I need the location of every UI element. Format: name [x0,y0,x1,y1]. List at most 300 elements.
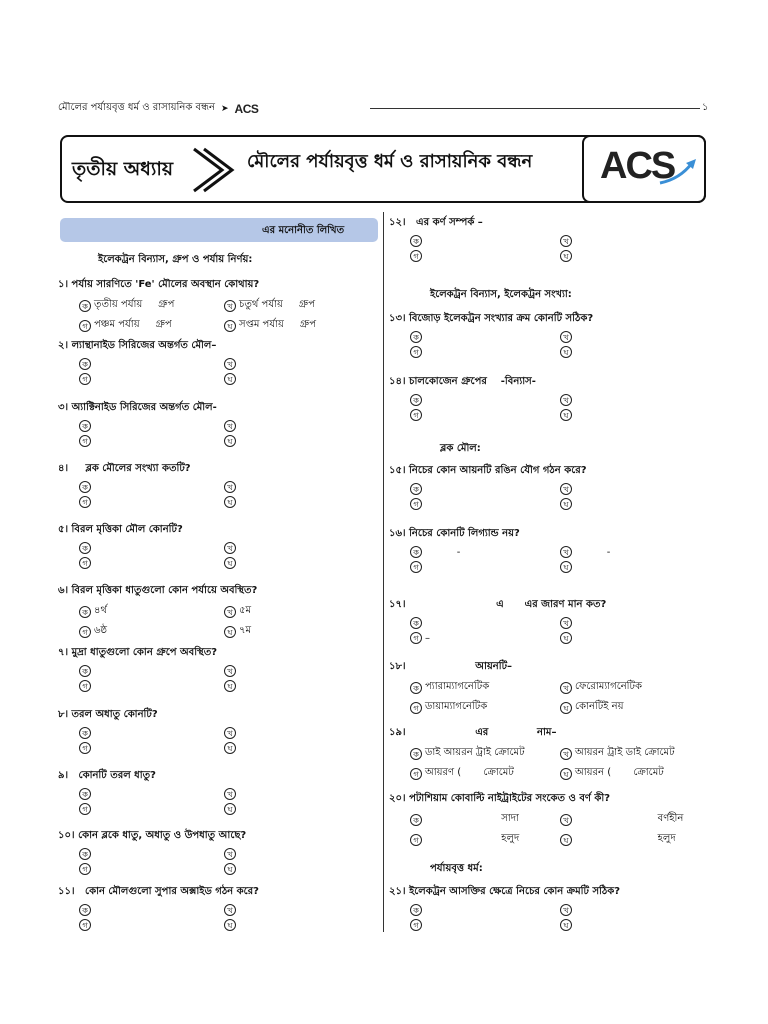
option-item [224,603,369,620]
question-item [389,725,710,782]
option-label-circle: গ [79,863,91,875]
options-grid [79,904,369,931]
option-label-circle: গ [410,250,422,262]
question-text [58,522,369,539]
options-grid [410,904,710,931]
question-number: ৭। [58,647,72,658]
option-label-circle: ক [410,904,422,916]
option-item [410,394,560,406]
option-text: - [575,546,611,558]
options-grid [410,679,710,716]
option-label-circle: ঘ [560,409,572,421]
option-item [410,409,560,421]
option-item [560,632,710,644]
question-item [389,215,710,262]
option-label-circle: খ [560,617,572,629]
option-label-circle: ঘ [560,702,572,714]
option-label-circle: ঘ [224,626,236,638]
option-item [560,394,710,406]
question-text [58,338,369,355]
option-label-circle: ঘ [560,250,572,262]
option-item [79,727,224,739]
option-label-circle: খ [224,300,236,312]
option-label-circle: গ [79,803,91,815]
option-label-circle: গ [410,768,422,780]
option-text: – [425,632,430,644]
question-number: ১। [58,279,72,290]
options-grid [79,358,369,385]
option-text: বর্ণহীন [575,813,684,824]
option-item [410,919,560,931]
option-item [410,498,560,510]
option-item [410,561,560,573]
option-label-circle: গ [410,409,422,421]
question-number: ৮। [58,709,72,720]
option-label-circle: ক [79,788,91,800]
question-item [58,522,369,569]
question-stem: পর্যায় সারণিতে 'Fe' মৌলের অবস্থান কোথায়? [71,279,260,290]
option-item [224,904,369,916]
header-rule [370,108,700,109]
question-item [58,768,369,815]
option-text: চতুর্থ পর্যায় গ্রুপ [239,299,316,310]
question-stem: কোনটি তরল ধাতু? [71,770,156,781]
option-item [410,546,560,558]
option-label-circle: ঘ [224,680,236,692]
option-item [224,435,369,447]
question-number: ১৮। [389,661,410,672]
option-label-circle: গ [79,742,91,754]
question-number: ১২। [389,217,410,228]
option-label-circle: খ [224,481,236,493]
option-item [410,745,560,762]
question-text [389,791,710,808]
option-item [79,680,224,692]
right-subheading-1: ইলেকট্রন বিন্যাস, ইলেকট্রন সংখ্যা: [430,289,572,300]
question-stem: পটাশিয়াম কোবাল্টি নাইট্রাইটের সংকেত ও বর্ণ কী? [409,793,611,804]
options-grid [79,727,369,754]
option-label-circle: খ [224,848,236,860]
option-item [224,665,369,677]
question-item [58,461,369,508]
option-label-circle: খ [560,235,572,247]
option-item [79,623,224,640]
option-label-circle: খ [560,483,572,495]
option-item [224,742,369,754]
option-label-circle: গ [410,834,422,846]
question-number: ৩। [58,402,72,413]
options-grid [410,394,710,421]
question-number: ১৭। [389,599,410,610]
option-label-circle: ক [79,420,91,432]
option-item [79,496,224,508]
question-text [58,828,369,845]
question-text [58,707,369,724]
question-item [389,526,710,573]
option-label-circle: ক [410,617,422,629]
option-text: কোনটিই নয় [575,701,624,712]
question-item [389,659,710,716]
option-item [224,373,369,385]
option-text: ডায়াম্যাগনেটিক [425,701,488,712]
option-label-circle: ঘ [224,863,236,875]
option-label-circle: ক [79,848,91,860]
question-item [58,277,369,334]
option-label-circle: ক [410,235,422,247]
option-item [560,904,710,916]
option-item [224,557,369,569]
option-label-circle: ঘ [560,498,572,510]
left-subheading: ইলেকট্রন বিন্যাস, গ্রুপ ও পর্যায় নির্ণয়: [98,254,253,265]
question-item [58,338,369,385]
option-item [79,542,224,554]
option-label-circle: ক [410,748,422,760]
option-label-circle: গ [79,435,91,447]
option-item [560,331,710,343]
chapter-label: তৃতীয় অধ্যায় [72,158,174,180]
option-label-circle: গ [410,632,422,644]
option-item [560,250,710,262]
question-item [58,828,369,875]
acs-logo-text: ACS [600,145,675,187]
option-text: আয়রন ট্রাই ডাই ক্রোমেট [575,747,675,758]
option-text: ৭ম [239,625,252,636]
option-item [560,546,710,558]
option-item [560,617,710,629]
option-label-circle: ক [79,300,91,312]
option-text: ৬ষ্ঠ [94,625,108,636]
option-item [560,498,710,510]
option-label-circle: খ [224,420,236,432]
question-text [389,311,710,328]
option-item [79,358,224,370]
option-label-circle: ঘ [560,834,572,846]
option-item [560,745,710,762]
option-item [410,483,560,495]
option-item [224,481,369,493]
option-label-circle: গ [410,498,422,510]
option-item [79,420,224,432]
option-label-circle: গ [79,680,91,692]
question-stem: অ্যাক্টিনাইড সিরিজের অন্তর্গত মৌল- [71,402,217,413]
option-item [224,297,369,314]
chapter-banner [60,135,706,203]
option-item [79,603,224,620]
options-grid [79,481,369,508]
option-label-circle: ক [410,546,422,558]
question-stem: আয়নটি– [409,661,513,672]
option-label-circle: গ [79,320,91,332]
chevron-right-icon [188,145,238,195]
question-stem: ল্যান্থানাইড সিরিজের অন্তর্গত মৌল– [71,340,217,351]
option-label-circle: ঘ [560,632,572,644]
running-header [58,100,258,117]
question-item [389,463,710,510]
option-text: হলুদ [575,833,676,844]
question-item [389,311,710,358]
option-item [410,765,560,782]
option-label-circle: গ [410,702,422,714]
option-item [79,557,224,569]
option-label-circle: ঘ [560,346,572,358]
option-item [79,481,224,493]
option-text: সাদা [425,813,519,824]
question-item [389,884,710,931]
section-bar-label: এর মনোনীত লিখিত [262,225,345,236]
option-label-circle: ক [79,358,91,370]
arrow-right-icon: ➤ [221,103,229,114]
option-item [224,623,369,640]
question-text [389,659,710,676]
option-item [224,788,369,800]
question-text [58,645,369,662]
option-label-circle: গ [79,557,91,569]
question-number: ২০। [389,793,410,804]
question-number: ১৩। [389,313,410,324]
option-label-circle: ঘ [560,919,572,931]
option-label-circle: খ [560,546,572,558]
question-number: ১৬। [389,528,410,539]
option-item [560,679,710,696]
option-text: - [425,546,461,558]
option-item [410,699,560,716]
option-label-circle: গ [410,346,422,358]
options-grid [79,788,369,815]
options-grid [79,603,369,640]
option-item [560,699,710,716]
question-stem: নিচের কোনটি লিগ্যান্ড নয়? [409,528,520,539]
option-label-circle: খ [560,331,572,343]
option-item [79,435,224,447]
question-item [58,400,369,447]
option-label-circle: খ [224,665,236,677]
running-title: মৌলের পর্যায়বৃত্ত ধর্ম ও রাসায়নিক বন্ধন [58,102,215,113]
option-item [560,409,710,421]
option-label-circle: খ [224,358,236,370]
question-text [58,400,369,417]
question-stem: তরল অধাতু কোনটি? [71,709,158,720]
question-stem: এর কর্ণ সম্পর্ক – [409,217,483,228]
option-label-circle: ঘ [224,742,236,754]
option-text: ৫ম [239,605,252,616]
option-item [410,235,560,247]
option-label-circle: ক [79,542,91,554]
option-item [79,742,224,754]
option-item [410,831,560,848]
option-item [560,831,710,848]
option-item [410,331,560,343]
option-item [410,346,560,358]
option-item [224,420,369,432]
option-label-circle: ঘ [224,919,236,931]
option-label-circle: ঘ [224,435,236,447]
option-label-circle: খ [560,682,572,694]
option-item [79,803,224,815]
question-stem: বিজোড় ইলেকট্রন সংখ্যার ক্রম কোনটি সঠিক? [409,313,594,324]
option-text: ৪র্থ [94,605,107,616]
option-label-circle: গ [79,919,91,931]
option-label-circle: খ [224,606,236,618]
option-item [79,317,224,334]
option-label-circle: ক [410,394,422,406]
option-item [224,919,369,931]
question-item [389,374,710,421]
option-label-circle: ঘ [224,496,236,508]
question-text [389,215,710,232]
option-item [79,297,224,314]
option-text: ডাই আয়রন ট্রাই ক্রোমেট [425,747,525,758]
option-item [224,317,369,334]
option-label-circle: গ [410,561,422,573]
question-text [389,463,710,480]
option-item [560,561,710,573]
question-number: ২। [58,340,72,351]
option-item [410,617,560,629]
options-grid [410,546,710,573]
question-number: ২১। [389,886,410,897]
option-item [410,632,560,644]
acs-small-logo: ACS [234,101,259,116]
question-stem: কোন মৌলগুলো সুপার অক্সাইড গঠন করে? [78,886,259,897]
option-item [79,665,224,677]
option-label-circle: ক [79,904,91,916]
option-label-circle: ঘ [224,373,236,385]
option-label-circle: খ [224,788,236,800]
question-text [58,768,369,785]
option-text: আয়রণ ( ক্রোমেট [425,767,514,778]
option-label-circle: ক [410,483,422,495]
option-item [79,904,224,916]
question-stem: কোন ব্লকে ধাতু, অধাতু ও উপধাতু আছে? [78,830,247,841]
question-stem: ইলেকট্রন আসক্তির ক্ষেত্রে নিচের কোন ক্রমটি সঠিক? [409,886,621,897]
question-stem: বিরল মৃত্তিকা ধাতুগুলো কোন পর্যায়ে অবস্থিত? [71,585,258,596]
option-item [224,863,369,875]
question-stem: ব্লক মৌলের সংখ্যা কতটি? [71,463,191,474]
option-item [560,235,710,247]
question-number: ৪। [58,463,72,474]
option-label-circle: ক [410,331,422,343]
option-item [560,811,710,828]
option-label-circle: ক [410,814,422,826]
option-label-circle: খ [224,727,236,739]
question-stem: নিচের কোন আয়নটি রঙিন যৌগ গঠন করে? [409,465,587,476]
option-item [79,848,224,860]
option-item [560,919,710,931]
options-grid [79,542,369,569]
option-text: হলুদ [425,833,520,844]
option-item [224,496,369,508]
options-grid [79,848,369,875]
option-item [224,542,369,554]
question-text [58,277,369,294]
question-text [389,526,710,543]
options-grid [410,331,710,358]
options-grid [79,420,369,447]
question-stem: এ এর জারণ মান কত? [409,599,607,610]
option-item [410,904,560,916]
options-grid [410,745,710,782]
swoosh-icon [658,157,698,187]
option-item [224,848,369,860]
page-number: ১ [702,102,709,113]
option-label-circle: খ [560,814,572,826]
section-bar [60,218,378,242]
question-stem: বিরল মৃত্তিকা মৌল কোনটি? [71,524,183,535]
option-text: সপ্তম পর্যায় গ্রুপ [239,319,317,330]
option-label-circle: ঘ [224,320,236,332]
question-stem: চালকোজেন গ্রুপের ‐বিন্যাস- [409,376,536,387]
option-label-circle: ক [79,606,91,618]
question-text [389,725,710,742]
question-number: ১৫। [389,465,410,476]
option-text: প্যারাম্যাগনেটিক [425,681,490,692]
question-number: ৬। [58,585,72,596]
option-label-circle: গ [410,919,422,931]
question-text [389,597,710,614]
question-item [58,583,369,640]
option-item [79,863,224,875]
option-text: পঞ্চম পর্যায় গ্রুপ [94,319,172,330]
question-number: ১০। [58,830,79,841]
option-label-circle: ক [79,727,91,739]
question-stem: মুদ্রা ধাতুগুলো কোন গ্রুপে অবস্থিত? [71,647,217,658]
acs-logo [582,135,706,203]
option-label-circle: খ [224,542,236,554]
option-label-circle: গ [79,373,91,385]
question-item [58,884,369,931]
option-item [79,788,224,800]
option-item [224,803,369,815]
options-grid [79,665,369,692]
question-text [58,461,369,478]
question-item [389,597,710,644]
question-text [389,884,710,901]
option-text: ফেরোম্যাগনেটিক [575,681,642,692]
question-stem: এর নাম– [409,727,557,738]
right-subheading-3: পর্যায়বৃত্ত ধর্ম: [430,863,483,874]
option-item [224,358,369,370]
option-item [560,346,710,358]
question-item [58,707,369,754]
option-item [410,811,560,828]
option-label-circle: গ [79,496,91,508]
option-item [560,483,710,495]
option-label-circle: ক [79,481,91,493]
option-item [560,765,710,782]
option-text: আয়রন ( ক্রোমেট [575,767,664,778]
option-item [410,250,560,262]
question-number: ১৯। [389,727,410,738]
option-item [224,680,369,692]
column-divider [383,212,384,932]
option-label-circle: খ [560,748,572,760]
chapter-title: মৌলের পর্যায়বৃত্ত ধর্ম ও রাসায়নিক বন্ধন [247,151,533,172]
option-label-circle: খ [560,904,572,916]
option-item [410,679,560,696]
options-grid [410,617,710,644]
option-label-circle: ঘ [224,557,236,569]
option-label-circle: ঘ [560,768,572,780]
option-item [79,919,224,931]
question-number: ৯। [58,770,72,781]
option-item [79,373,224,385]
question-number: ৫। [58,524,72,535]
option-label-circle: খ [224,904,236,916]
option-label-circle: ক [79,665,91,677]
question-number: ১১। [58,886,79,897]
option-label-circle: ক [410,682,422,694]
option-label-circle: গ [79,626,91,638]
